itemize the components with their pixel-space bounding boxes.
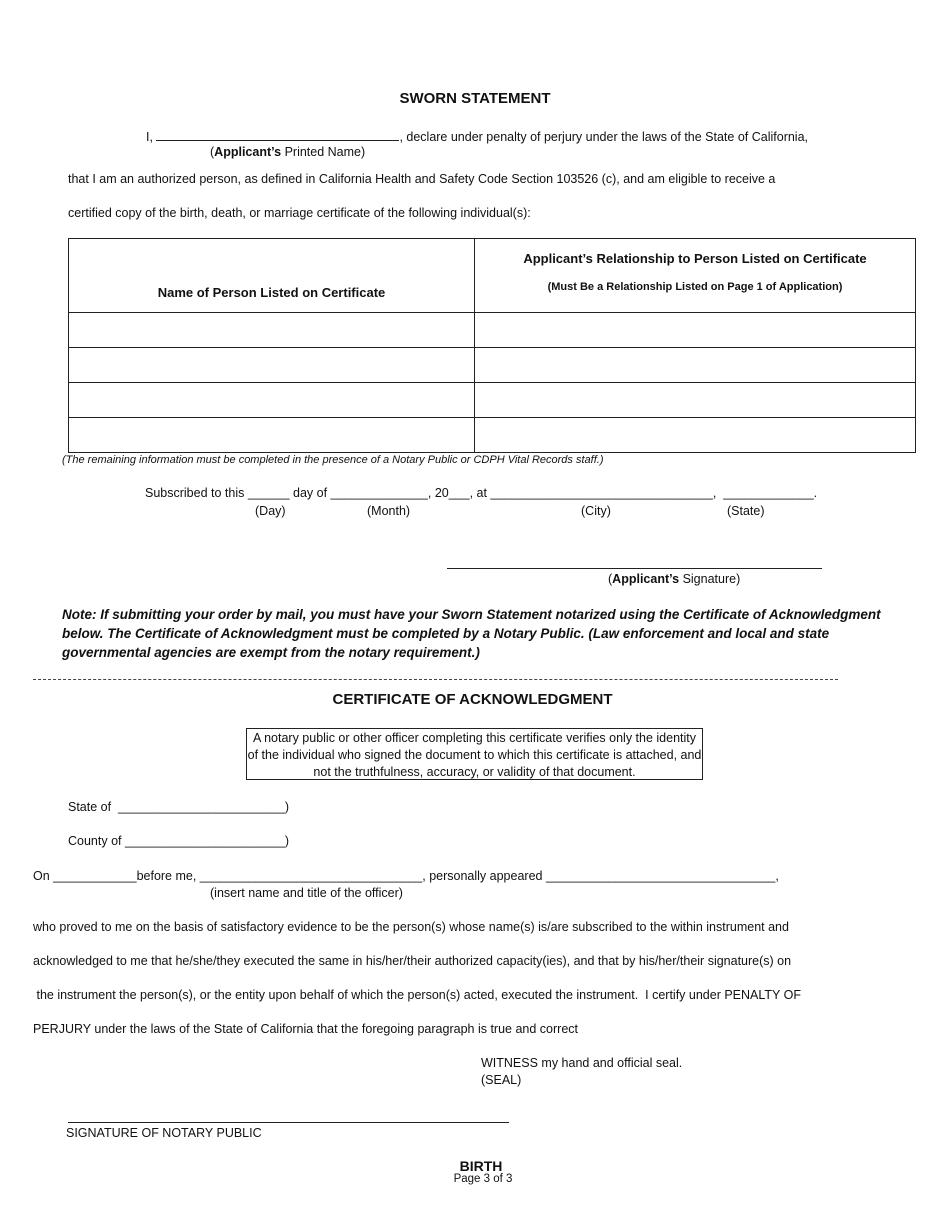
notary-signature-line[interactable] (68, 1122, 509, 1123)
insert-name-caption: (insert name and title of the officer) (210, 886, 403, 900)
day-caption: (Day) (255, 504, 286, 518)
notary-signature-caption: SIGNATURE OF NOTARY PUBLIC (66, 1126, 262, 1140)
form-type-footer: BIRTH (459, 1158, 503, 1174)
applicant-name-field[interactable] (156, 128, 399, 141)
state-caption: (State) (727, 504, 765, 518)
table-row (69, 313, 916, 348)
sworn-statement-title: SWORN STATEMENT (399, 90, 551, 107)
proof-paragraph-4: PERJURY under the laws of the State of California that the foregoing paragraph is true and correct (33, 1022, 578, 1036)
line1-prefix: I, (146, 130, 153, 144)
relationship-cell[interactable] (475, 418, 916, 453)
mail-order-note: Note: If submitting your order by mail, you must have your Sworn Statement notarized using the Certificate of Acknowledgment below. The Certificate of Acknowledgment must be completed by a Notary Public. (Law enforcement and local and state governmental agencies are exempt from the notary requirement.) (62, 607, 881, 660)
cut-line-divider (33, 679, 838, 680)
col-relationship-header-label: Applicant’s Relationship to Person Listed on Certificate (523, 251, 867, 266)
printed-name-bold: Applicant’s (214, 145, 282, 159)
applicant-signature-caption (608, 572, 740, 586)
col-name-header-label: Name of Person Listed on Certificate (157, 285, 386, 300)
month-caption: (Month) (367, 504, 411, 518)
proof-paragraph-1: who proved to me on the basis of satisfactory evidence to be the person(s) whose name(s) is/are subscribed to the within instrument and (33, 920, 789, 934)
city-caption: (City) (581, 504, 611, 518)
name-cell[interactable] (69, 313, 475, 348)
relationship-cell[interactable] (475, 348, 916, 383)
name-cell[interactable] (69, 348, 475, 383)
paren: ( (608, 572, 613, 586)
table-row (69, 383, 916, 418)
applicant-signature-bold: Applicant’s (612, 572, 680, 586)
col-relationship-header (475, 239, 916, 313)
table-row (69, 348, 916, 383)
county-of-line[interactable]: County of _______________________) (68, 834, 290, 848)
table-row (69, 418, 916, 453)
subscribed-line[interactable]: Subscribed to this ______ day of ______________, 20___, at ________________________________, _____________. (145, 486, 818, 500)
applicant-signature-line[interactable] (447, 568, 822, 569)
relationship-cell[interactable] (475, 383, 916, 418)
state-of-line[interactable]: State of ________________________) (68, 800, 290, 814)
paren: ( (210, 145, 215, 159)
applicant-name-line (146, 128, 808, 144)
printed-name-caption (210, 145, 365, 159)
applicant-signature-rest: Signature) (679, 572, 741, 586)
proof-paragraph-3: the instrument the person(s), or the entity upon behalf of which the person(s) acted, executed the instrument. I certify under PENALTY OF (33, 988, 801, 1002)
remaining-info-note: (The remaining information must be completed in the presence of a Notary Public or CDPH Vital Records staff.) (62, 454, 604, 466)
col-name-header (69, 239, 475, 313)
col-relationship-subheader: (Must Be a Relationship Listed on Page 1 of Application) (547, 281, 843, 293)
printed-name-rest: Printed Name) (281, 145, 366, 159)
seal-text: (SEAL) (481, 1073, 522, 1087)
proof-paragraph-2: acknowledged to me that he/she/they executed the same in his/her/their authorized capacity(ies), and that by his/her/their signature(s) on (33, 954, 792, 968)
on-before-me-line[interactable]: On ____________before me, ________________________________, personally appeared _________________________________, (33, 869, 779, 883)
certified-copy-text: certified copy of the birth, death, or marriage certificate of the following individual(s): (68, 206, 531, 220)
notary-notice-box: A notary public or other officer completing this certificate verifies only the identity of the individual who signed the document to which this certificate is attached, and not the truthfulness, accuracy, or validity of that document. (246, 728, 703, 780)
relationship-table (68, 238, 916, 453)
certificate-title: CERTIFICATE OF ACKNOWLEDGMENT (332, 691, 613, 708)
line1-suffix: , declare under penalty of perjury under the laws of the State of California, (399, 130, 809, 144)
name-cell[interactable] (69, 418, 475, 453)
page-number-footer: Page 3 of 3 (453, 1173, 513, 1185)
witness-text: WITNESS my hand and official seal. (481, 1056, 683, 1070)
name-cell[interactable] (69, 383, 475, 418)
relationship-cell[interactable] (475, 313, 916, 348)
authorized-person-text: that I am an authorized person, as defined in California Health and Safety Code Section 103526 (c), and am eligible to receive a (68, 172, 776, 186)
